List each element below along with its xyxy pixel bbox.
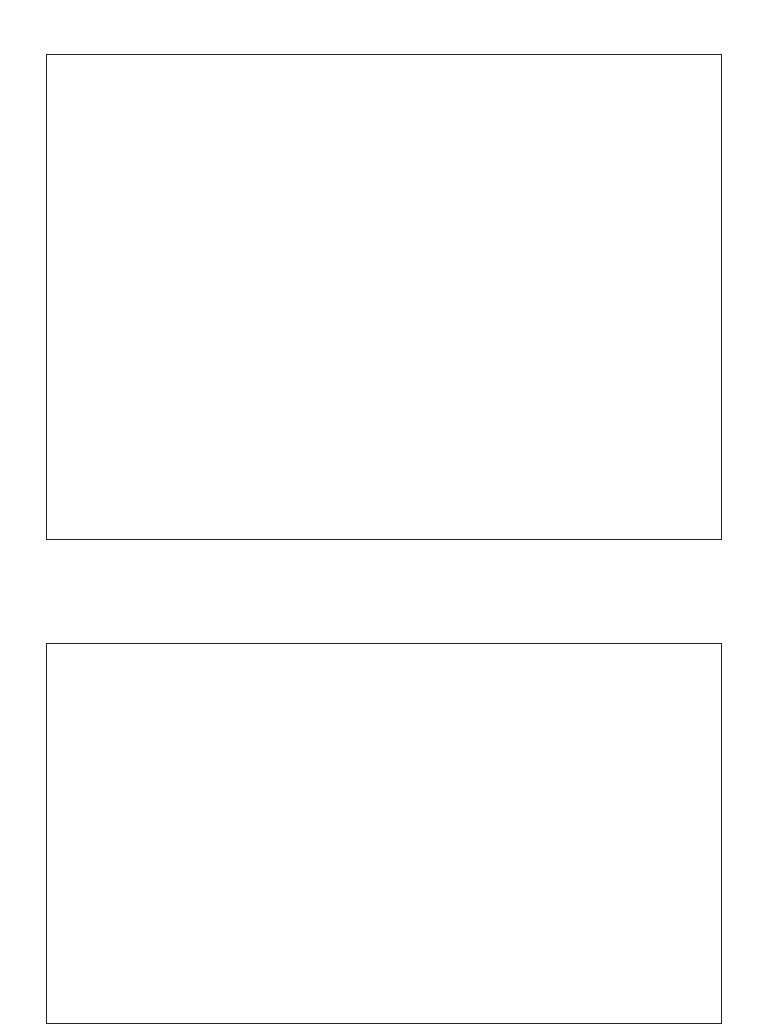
gridlines bbox=[47, 644, 721, 1023]
timetable-sheet-top bbox=[46, 54, 722, 540]
gridlines bbox=[47, 55, 721, 539]
timetable-sheet-bottom bbox=[46, 643, 722, 1024]
